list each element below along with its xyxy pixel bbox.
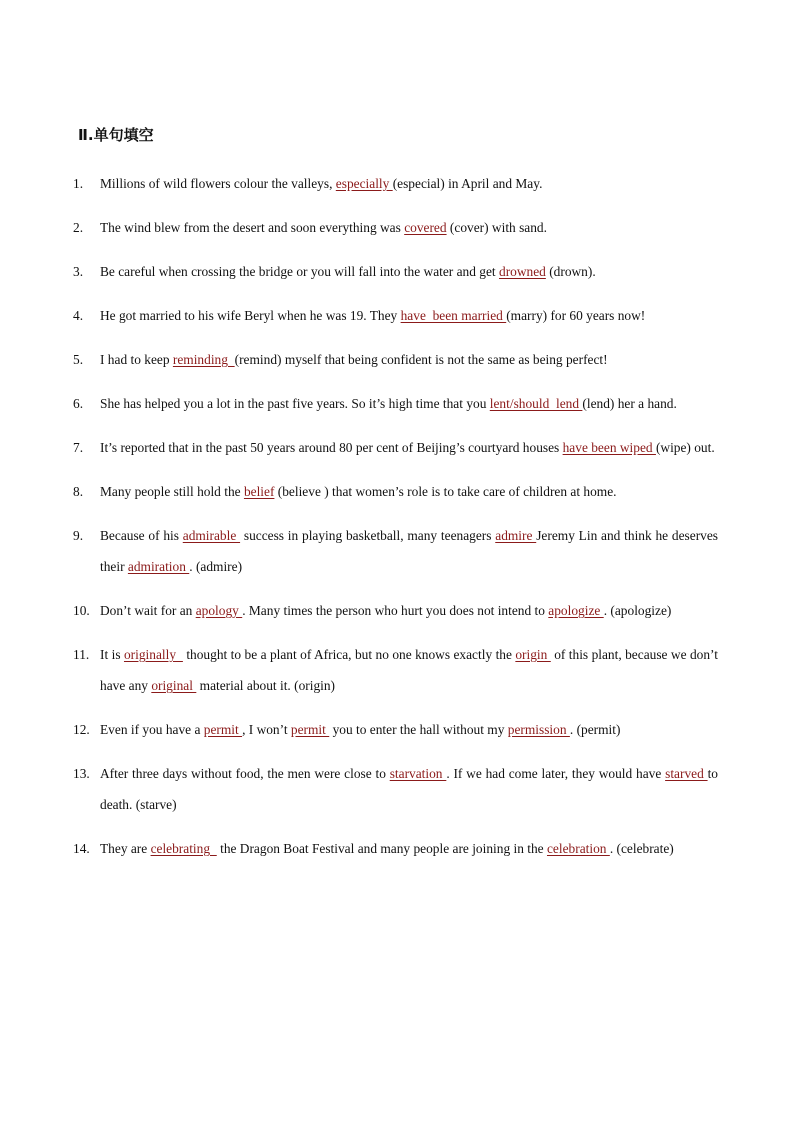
- sentence-text: (remind) myself that being confident is not the same as being perfect!: [234, 352, 608, 367]
- section-title: Ⅱ.单句填空: [78, 126, 154, 144]
- sentence-text: He got married to his wife Beryl when he was 19. They: [100, 308, 401, 323]
- item-number: 12.: [73, 722, 90, 737]
- exercise-item: [73, 168, 718, 199]
- item-sentence: [100, 639, 718, 701]
- item-sentence: [100, 714, 718, 745]
- exercise-item: [73, 432, 718, 463]
- answer-blank: celebrating: [150, 841, 217, 856]
- answer-blank: permission: [507, 722, 570, 737]
- exercise-item: [73, 212, 718, 243]
- item-sentence: [100, 520, 718, 582]
- sentence-text: (lend) her a hand.: [582, 396, 677, 411]
- answer-blank: drowned: [499, 264, 546, 279]
- answer-blank: apology: [195, 603, 243, 618]
- item-sentence: [100, 168, 718, 199]
- answer-blank: permit: [290, 722, 330, 737]
- sentence-text: , I won’t: [242, 722, 291, 737]
- sentence-text: . (apologize): [603, 603, 672, 618]
- sentence-text: Many people still hold the: [100, 484, 244, 499]
- exercise-item: [73, 256, 718, 287]
- sentence-text: . (permit): [569, 722, 621, 737]
- sentence-text: of this plant, because we don’t have any: [100, 647, 718, 693]
- answer-blank: origin: [515, 647, 551, 662]
- sentence-text: . If we had come later, they would have: [446, 766, 666, 781]
- item-number: 14.: [73, 841, 90, 856]
- answer-blank: starvation: [389, 766, 447, 781]
- exercise-item: [73, 595, 718, 626]
- item-number: 4.: [73, 308, 84, 323]
- sentence-text: Even if you have a: [100, 722, 204, 737]
- exercise-item: [73, 300, 718, 331]
- exercise-item: [73, 714, 718, 745]
- answer-blank: especially: [335, 176, 393, 191]
- sentence-text: material about it. (origin): [196, 678, 336, 693]
- exercise-item: [73, 758, 718, 820]
- answer-blank: celebration: [546, 841, 610, 856]
- item-sentence: [100, 388, 718, 419]
- sentence-text: Don’t wait for an: [100, 603, 196, 618]
- item-number: 13.: [73, 766, 90, 781]
- item-number: 2.: [73, 220, 84, 235]
- sentence-text: Because of his: [100, 528, 183, 543]
- sentence-text: It is: [100, 647, 124, 662]
- sentence-text: (drown).: [545, 264, 596, 279]
- sentence-text: It’s reported that in the past 50 years around 80 per cent of Beijing’s courtyard houses: [100, 440, 563, 455]
- sentence-text: you to enter the hall without my: [329, 722, 508, 737]
- item-sentence: [100, 476, 718, 507]
- item-sentence: [100, 256, 718, 287]
- sentence-text: thought to be a plant of Africa, but no one knows exactly the: [182, 647, 516, 662]
- item-number: 10.: [73, 603, 90, 618]
- item-number: 6.: [73, 396, 84, 411]
- answer-blank: have been wiped: [562, 440, 656, 455]
- sentence-text: She has helped you a lot in the past five years. So it’s high time that you: [100, 396, 490, 411]
- exercise-item: [73, 833, 718, 864]
- sentence-text: (believe ) that women’s role is to take care of children at home.: [274, 484, 617, 499]
- item-sentence: [100, 212, 718, 243]
- answer-blank: admiration: [127, 559, 190, 574]
- item-sentence: [100, 432, 718, 463]
- answer-blank: original: [151, 678, 197, 693]
- answer-blank: have been married: [400, 308, 507, 323]
- sentence-text: The wind blew from the desert and soon everything was: [100, 220, 405, 235]
- item-sentence: [100, 833, 718, 864]
- answer-blank: covered: [404, 220, 447, 235]
- item-sentence: [100, 300, 718, 331]
- sentence-text: Jeremy Lin and think he deserves their: [100, 528, 719, 574]
- exercise-item: [73, 476, 718, 507]
- sentence-text: . Many times the person who hurt you does not intend to: [242, 603, 549, 618]
- sentence-text: I had to keep: [100, 352, 173, 367]
- item-number: 7.: [73, 440, 84, 455]
- exercise-item: [73, 520, 718, 582]
- exercise-item: [73, 639, 718, 701]
- sentence-text: . (admire): [189, 559, 243, 574]
- answer-blank: belief: [243, 484, 275, 499]
- item-sentence: [100, 344, 718, 375]
- item-number: 8.: [73, 484, 84, 499]
- item-number: 11.: [73, 647, 90, 662]
- answer-blank: reminding: [172, 352, 235, 367]
- sentence-text: (especial) in April and May.: [392, 176, 543, 191]
- item-sentence: [100, 758, 718, 820]
- sentence-text: (cover) with sand.: [446, 220, 547, 235]
- sentence-text: Be careful when crossing the bridge or you will fall into the water and get: [100, 264, 499, 279]
- answer-blank: starved: [665, 766, 708, 781]
- sentence-text: success in playing basketball, many teenagers: [240, 528, 496, 543]
- answer-blank: admire: [495, 528, 537, 543]
- sentence-text: (marry) for 60 years now!: [506, 308, 646, 323]
- sentence-text: to death. (starve): [100, 766, 718, 812]
- item-sentence: [100, 595, 718, 626]
- sentence-text: the Dragon Boat Festival and many people are joining in the: [216, 841, 547, 856]
- answer-blank: apologize: [548, 603, 604, 618]
- sentence-text: After three days without food, the men were close to: [100, 766, 390, 781]
- sentence-text: They are: [100, 841, 151, 856]
- answer-blank: permit: [203, 722, 243, 737]
- item-number: 9.: [73, 528, 84, 543]
- exercise-list: [73, 168, 718, 877]
- item-number: 1.: [73, 176, 84, 191]
- answer-blank: originally: [123, 647, 183, 662]
- answer-blank: admirable: [182, 528, 241, 543]
- sentence-text: Millions of wild flowers colour the valleys,: [100, 176, 336, 191]
- sentence-text: . (celebrate): [609, 841, 674, 856]
- item-number: 5.: [73, 352, 84, 367]
- answer-blank: lent/should lend: [489, 396, 583, 411]
- exercise-item: [73, 388, 718, 419]
- sentence-text: (wipe) out.: [655, 440, 715, 455]
- exercise-item: [73, 344, 718, 375]
- item-number: 3.: [73, 264, 84, 279]
